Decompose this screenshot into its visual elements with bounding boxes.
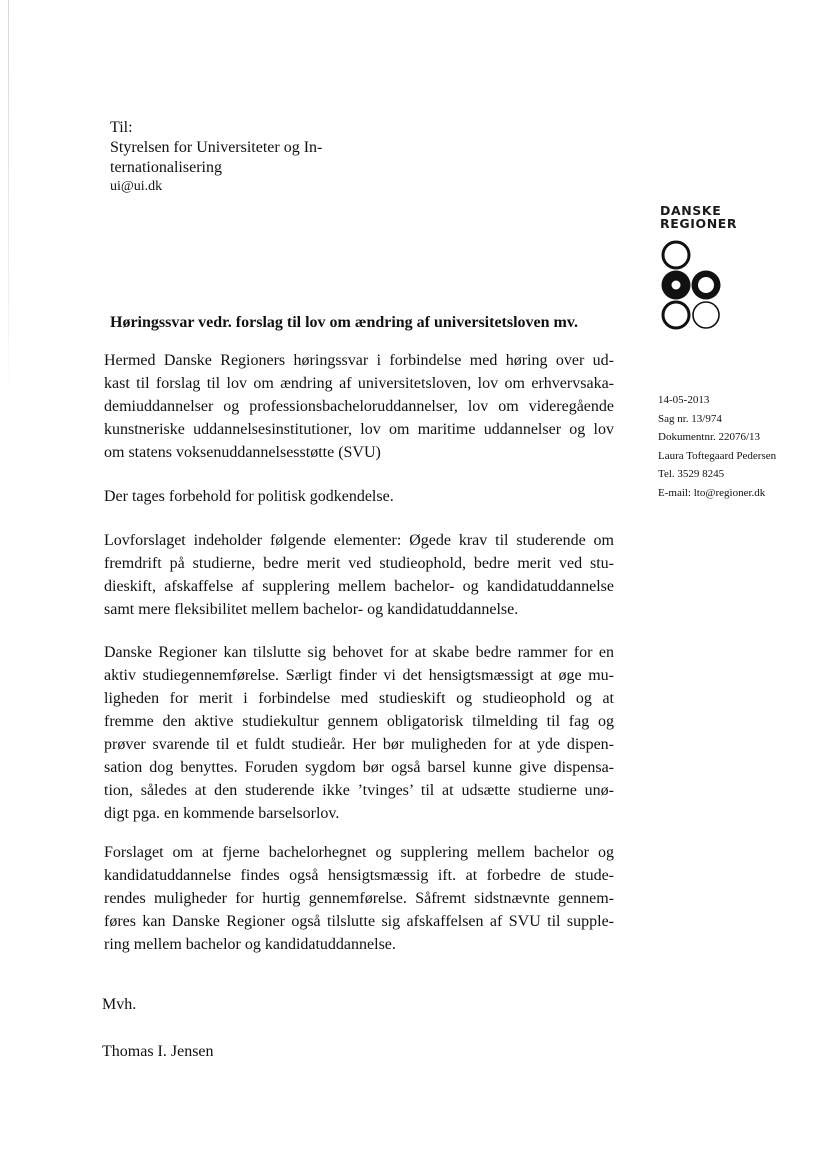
paragraph-line: kunstneriske uddannelsesinstitutioner, lov om maritime uddannelser og lov	[104, 421, 614, 438]
paragraph-line: Der tages forbehold for politisk godkendelse.	[104, 488, 394, 505]
meta-email: E-mail: lto@regioner.dk	[658, 486, 766, 499]
meta-phone: Tel. 3529 8245	[658, 468, 725, 480]
paragraph-line: om statens voksenuddannelsesstøtte (SVU)	[104, 444, 381, 461]
paragraph-line: digt pga. en kommende barselsorlov.	[104, 805, 340, 822]
recipient-org-line2: ternationalisering	[110, 159, 222, 176]
paragraph-line: aktiv studiegennemførelse. Særligt finder vi det hensigtsmæssigt at øge mu-	[104, 667, 614, 684]
paragraph-reservation	[104, 485, 614, 508]
paragraph-line: demiuddannelser og professionsbacheloruddannelser, lov om videregående	[104, 398, 614, 415]
paragraph-line: ring mellem bachelor og kandidatuddannelse.	[104, 936, 396, 953]
paragraph-line: rendes muligheder for hurtig gennemførelse. Såfremt sidstnævnte gennem-	[104, 890, 614, 907]
paragraph-line: kast til forslag til lov om ændring af universitetsloven, lov om erhvervsaka-	[104, 375, 614, 392]
paragraph-line: Danske Regioner kan tilslutte sig behovet for at skabe bedre rammer for en	[104, 644, 614, 661]
paragraph-intro	[104, 349, 614, 464]
logo-wordmark	[660, 204, 760, 230]
paragraph-line: ligheden for merit i forbindelse med studieskift og studieophold og at	[104, 690, 614, 707]
logo-text-line2: REGIONER	[660, 216, 738, 231]
paragraph-line: sation dog benyttes. Foruden sygdom bør også barsel kunne give dispensa-	[104, 759, 614, 776]
logo-text-line1: DANSKE	[660, 203, 722, 218]
paragraph-line: fremme den aktive studiekultur gennem obligatorisk tilmelding til fag og	[104, 713, 614, 730]
closing-greeting: Mvh.	[102, 996, 137, 1013]
document-meta	[658, 391, 818, 502]
signature-name: Thomas I. Jensen	[102, 1043, 214, 1060]
logo-circles-icon	[660, 238, 740, 338]
recipient-org-line1: Styrelsen for Universiteter og In-	[110, 139, 323, 156]
paragraph-line: Hermed Danske Regioners høringssvar i forbindelse med høring over ud-	[104, 352, 614, 369]
paragraph-line: samt mere fleksibilitet mellem bachelor- og kandidatuddannelse.	[104, 601, 519, 618]
paragraph-support	[104, 641, 614, 825]
meta-contact-name: Laura Toftegaard Pedersen	[658, 449, 777, 462]
paragraph-line: føres kan Danske Regioner også tilslutte sig afskaffelsen af SVU til supple-	[104, 913, 614, 930]
paragraph-line: prøver svarende til et fuldt studieår. Her bør muligheden for at yde dispen-	[104, 736, 614, 753]
recipient-block	[110, 118, 350, 196]
paragraph-line: kandidatuddannelse findes også hensigtsmæssig ift. at forbedre de stude-	[104, 867, 614, 884]
recipient-email: ui@ui.dk	[110, 179, 163, 194]
meta-case-number: Sag nr. 13/974	[658, 412, 722, 425]
paragraph-line: fremdrift på studierne, bedre merit ved studieophold, bedre merit ved stu-	[104, 555, 614, 572]
meta-date: 14-05-2013	[658, 394, 710, 406]
document-title: Høringssvar vedr. forslag til lov om ændring af universitetsloven mv.	[110, 314, 578, 331]
paragraph-line: Lovforslaget indeholder følgende elementer: Øgede krav til studerende om	[104, 532, 614, 549]
paragraph-line: dieskift, afskaffelse af supplering mellem bachelor- og kandidatuddannelse	[104, 578, 614, 595]
scan-edge-line	[8, 0, 9, 400]
paragraph-line: Forslaget om at fjerne bachelorhegnet og supplering mellem bachelor og	[104, 844, 614, 861]
meta-document-number: Dokumentnr. 22076/13	[658, 431, 761, 443]
danske-regioner-logo	[660, 204, 760, 338]
paragraph-elements	[104, 529, 614, 621]
paragraph-line: tion, således at den studerende ikke ’tvinges’ til at udsætte studierne unø-	[104, 782, 614, 799]
paragraph-bachelor	[104, 841, 614, 956]
recipient-label: Til:	[110, 119, 133, 136]
